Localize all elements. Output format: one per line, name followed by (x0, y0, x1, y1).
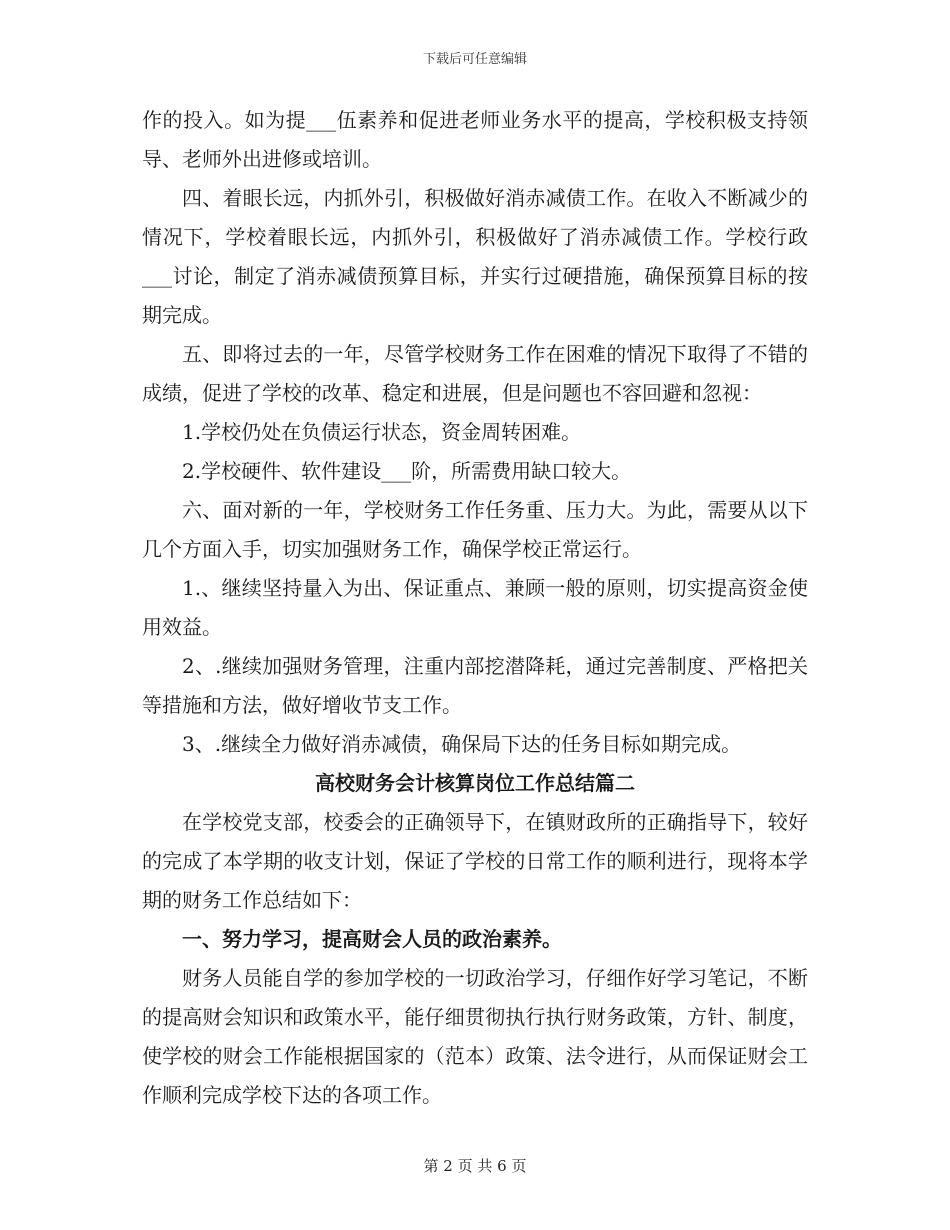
list-item-problem-2: 2.学校硬件、软件建设___阶，所需费用缺口较大。 (182, 459, 632, 483)
page-header: 下载后可任意编辑 (422, 52, 527, 67)
section-title: 高校财务会计核算岗位工作总结篇二 (315, 771, 635, 795)
paragraph-intro: 在学校党支部，校委会的正确领导下，在镇财政所的正确指导下，较好的完成了本学期的收支计划，保证了学校的日常工作的顺利进行，现将本学期的财务工作总结如下： (142, 810, 808, 912)
paragraph-section-six: 六、面对新的一年，学校财务工作任务重、压力大。为此，需要从以下几个方面入手，切实加强财务工作，确保学校正常运行。 (142, 498, 808, 561)
paragraph-study: 财务人员能自学的参加学校的一切政治学习，仔细作好学习笔记，不断的提高财会知识和政策水平，能仔细贯彻执行执行财务政策，方针、制度，使学校的财会工作能根据国家的（范本）政策、法令进行，从而保证财会工作顺利完成学校下达的各项工作。 (142, 966, 808, 1107)
subheading-study: 一、努力学习，提高财会人员的政治素养。 (182, 927, 562, 951)
list-item-measure-2: 2、.继续加强财务管理，注重内部挖潜降耗，通过完善制度、严格把关等措施和方法，做好增收节支工作。 (142, 654, 808, 717)
list-item-measure-3: 3、.继续全力做好消赤减债，确保局下达的任务目标如期完成。 (182, 732, 742, 756)
paragraph-section-five: 五、即将过去的一年，尽管学校财务工作在困难的情况下取得了不错的成绩，促进了学校的改革、稳定和进展，但是问题也不容回避和忽视： (142, 342, 808, 405)
document-body (142, 101, 808, 1115)
page-number: 第 2 页 共 6 页 (423, 1157, 527, 1175)
list-item-measure-1: 1.、继续坚持量入为出、保证重点、兼顾一般的原则，切实提高资金使用效益。 (142, 576, 808, 639)
list-item-problem-1: 1.学校仍处在负债运行状态，资金周转困难。 (182, 420, 582, 444)
paragraph-section-four: 四、着眼长远，内抓外引，积极做好消赤减债工作。在收入不断减少的情况下，学校着眼长远，内抓外引，积极做好了消赤减债工作。学校行政___讨论，制定了消赤减债预算目标，并实行过硬措施，确保预算目标的按期完成。 (142, 186, 808, 327)
paragraph-continuation: 作的投入。如为提___伍素养和促进老师业务水平的提高，学校积极支持领导、老师外出进修或培训。 (142, 108, 808, 171)
